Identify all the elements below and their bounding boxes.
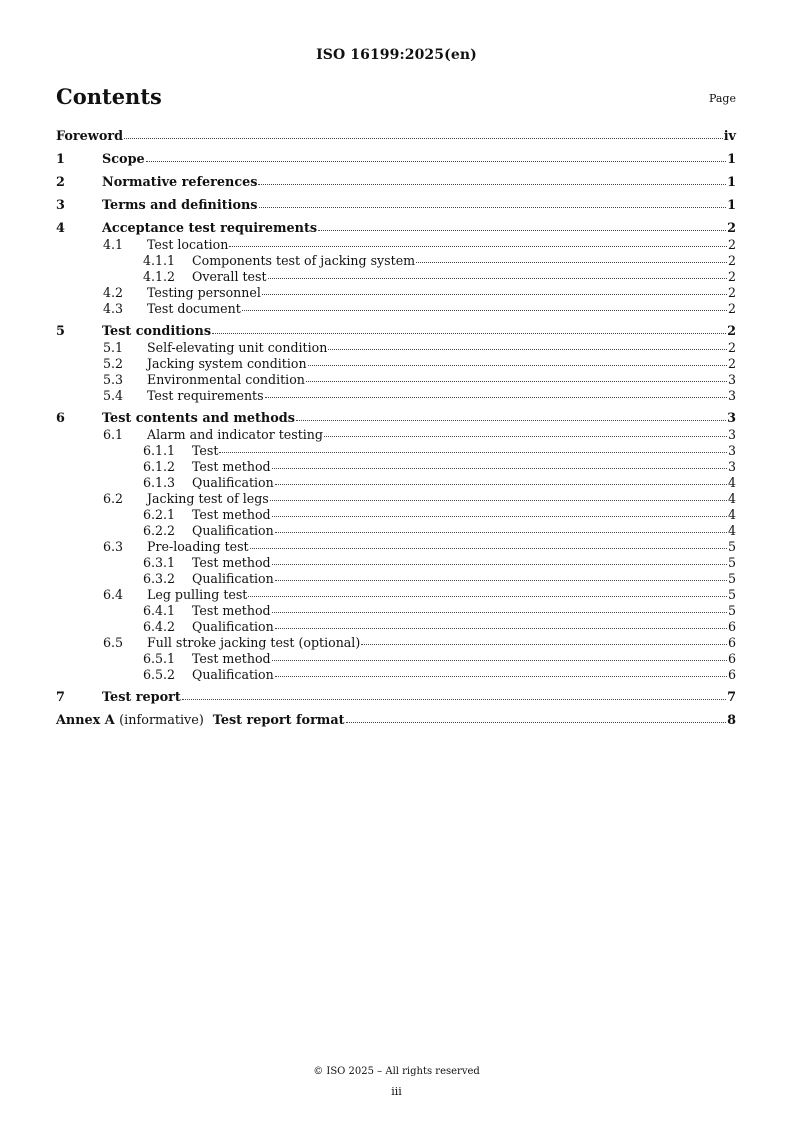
- toc-entry-number: 6.4.1: [143, 603, 176, 618]
- toc-entry-page: iv: [723, 129, 736, 144]
- toc-entry-page: 6: [727, 651, 736, 666]
- toc-entry-page: 2: [727, 285, 736, 300]
- toc-entry[interactable]: [56, 372, 736, 388]
- toc-entry-page: 3: [727, 459, 736, 474]
- toc-entry[interactable]: [56, 427, 736, 443]
- toc-entry-number: 6.5.2: [143, 667, 176, 682]
- dot-leader: [275, 676, 727, 677]
- toc-entry-label: Qualification: [192, 619, 274, 634]
- dot-leader: [212, 333, 726, 334]
- toc-entry-number: 6: [56, 411, 65, 426]
- toc-entry-page: 3: [727, 372, 736, 387]
- toc-entry[interactable]: [56, 197, 736, 214]
- toc-entry-number: 6.5: [103, 635, 124, 650]
- table-of-contents: [56, 128, 736, 729]
- toc-entry-label: Self-elevating unit condition: [147, 340, 328, 355]
- toc-entry-number: 5.3: [103, 372, 124, 387]
- toc-entry-label: Qualification: [192, 667, 274, 682]
- toc-entry-number: 6.4: [103, 587, 124, 602]
- dot-leader: [296, 420, 726, 421]
- toc-entry-number: 6.1: [103, 427, 124, 442]
- toc-entry[interactable]: [56, 619, 736, 635]
- toc-entry-number: 4: [56, 221, 65, 236]
- toc-entry-number: 2: [56, 175, 65, 190]
- toc-entry[interactable]: [56, 323, 736, 340]
- toc-entry-label: Test: [192, 443, 219, 458]
- toc-entry-page: 2: [727, 301, 736, 316]
- toc-entry-label: Test method: [192, 459, 271, 474]
- toc-entry-number: 6.3.1: [143, 555, 176, 570]
- toc-entry[interactable]: [56, 388, 736, 404]
- toc-entry-label: Pre-loading test: [147, 539, 249, 554]
- toc-entry-number: 6.3: [103, 539, 124, 554]
- toc-entry-number: 6.1.1: [143, 443, 176, 458]
- toc-entry-label: Qualification: [192, 523, 274, 538]
- toc-entry-page: 3: [727, 411, 736, 426]
- toc-entry-page: 6: [727, 619, 736, 634]
- toc-entry-label: Test method: [192, 603, 271, 618]
- toc-entry[interactable]: [56, 340, 736, 356]
- toc-entry[interactable]: [56, 475, 736, 491]
- dot-leader: [270, 500, 727, 501]
- toc-entry-page: 3: [727, 443, 736, 458]
- dot-leader: [346, 722, 727, 723]
- toc-entry-label: Leg pulling test: [147, 587, 248, 602]
- toc-entry-number: 4.1.2: [143, 269, 176, 284]
- toc-entry-page: 6: [727, 635, 736, 650]
- toc-entry-number: 6.3.2: [143, 571, 176, 586]
- dot-leader: [265, 397, 727, 398]
- toc-entry-label: Environmental condition: [147, 372, 305, 387]
- toc-entry[interactable]: [56, 220, 736, 237]
- dot-leader: [272, 612, 727, 613]
- toc-entry-number: 6.2: [103, 491, 124, 506]
- toc-entry-page: 3: [727, 427, 736, 442]
- toc-entry[interactable]: [56, 301, 736, 317]
- copyright-notice: © ISO 2025 – All rights reserved: [313, 1066, 480, 1077]
- toc-entry-page: 4: [727, 507, 736, 522]
- toc-entry-page: 2: [727, 340, 736, 355]
- toc-entry-number: 3: [56, 198, 65, 213]
- toc-entry-label: Jacking system condition: [147, 356, 307, 371]
- toc-entry-label: Alarm and indicator testing: [147, 427, 323, 442]
- page-number: iii: [391, 1085, 402, 1098]
- toc-entry[interactable]: [56, 523, 736, 539]
- dot-leader: [262, 294, 727, 295]
- toc-entry-label: Qualification: [192, 571, 274, 586]
- toc-entry-label: Terms and definitions: [102, 198, 258, 213]
- toc-entry[interactable]: [56, 571, 736, 587]
- toc-entry[interactable]: [56, 253, 736, 269]
- toc-entry-label: Test method: [192, 555, 271, 570]
- toc-entry[interactable]: [56, 285, 736, 301]
- dot-leader: [272, 468, 727, 469]
- toc-entry-page: 4: [727, 491, 736, 506]
- toc-entry-number: 6.1.3: [143, 475, 176, 490]
- toc-entry-number: 1: [56, 152, 65, 167]
- page-title: Contents: [56, 84, 162, 109]
- toc-entry-label: Test method: [192, 651, 271, 666]
- toc-entry-number: 5.4: [103, 388, 124, 403]
- toc-entry-number: 5.1: [103, 340, 124, 355]
- toc-entry-label: Full stroke jacking test (optional): [147, 635, 361, 650]
- dot-leader: [328, 349, 727, 350]
- dot-leader: [146, 161, 726, 162]
- toc-entry[interactable]: [56, 651, 736, 667]
- toc-entry[interactable]: [56, 151, 736, 168]
- toc-entry-label: Foreword: [56, 129, 124, 144]
- dot-leader: [324, 436, 727, 437]
- toc-entry-number: 4.1.1: [143, 253, 176, 268]
- dot-leader: [268, 278, 727, 279]
- toc-entry-label: Test conditions: [102, 324, 212, 339]
- dot-leader: [182, 699, 726, 700]
- toc-entry-page: 8: [727, 713, 736, 728]
- dot-leader: [259, 207, 727, 208]
- toc-entry[interactable]: [56, 269, 736, 285]
- toc-entry[interactable]: [56, 174, 736, 191]
- dot-leader: [250, 548, 727, 549]
- toc-entry-label: Jacking test of legs: [147, 491, 269, 506]
- toc-entry-label: Test contents and methods: [102, 411, 295, 426]
- dot-leader: [242, 310, 727, 311]
- toc-entry[interactable]: [56, 237, 736, 253]
- toc-entry-page: 7: [727, 690, 736, 705]
- toc-entry-page: 4: [727, 475, 736, 490]
- toc-entry-label: Scope: [102, 152, 145, 167]
- dot-leader: [272, 660, 727, 661]
- dot-leader: [272, 564, 727, 565]
- toc-entry-label: Test document: [147, 301, 241, 316]
- toc-entry[interactable]: [56, 603, 736, 619]
- dot-leader: [248, 596, 727, 597]
- dot-leader: [272, 516, 727, 517]
- toc-entry-number: 6.2.2: [143, 523, 176, 538]
- dot-leader: [306, 381, 727, 382]
- toc-entry-number: 6.2.1: [143, 507, 176, 522]
- toc-entry[interactable]: [56, 712, 736, 729]
- toc-entry-page: 5: [727, 587, 736, 602]
- toc-entry-number: 5: [56, 324, 65, 339]
- toc-entry-page: 2: [727, 324, 736, 339]
- toc-entry-number: 6.1.2: [143, 459, 176, 474]
- dot-leader: [275, 484, 727, 485]
- toc-entry[interactable]: [56, 635, 736, 651]
- document-id-header: ISO 16199:2025(en): [316, 47, 477, 63]
- dot-leader: [318, 230, 726, 231]
- annex-title: Test report format: [212, 713, 345, 728]
- toc-entry-number: 6.5.1: [143, 651, 176, 666]
- toc-entry-page: 6: [727, 667, 736, 682]
- toc-entry-label: Overall test: [192, 269, 267, 284]
- toc-entry-number: 4.1: [103, 237, 124, 252]
- toc-entry-page: 2: [727, 356, 736, 371]
- annex-designation: Annex A: [56, 713, 115, 728]
- dot-leader: [361, 644, 727, 645]
- toc-entry[interactable]: [56, 459, 736, 475]
- toc-entry[interactable]: [56, 410, 736, 427]
- toc-entry-page: 4: [727, 523, 736, 538]
- toc-entry[interactable]: [56, 507, 736, 523]
- annex-note: (informative): [119, 713, 204, 728]
- toc-entry[interactable]: [56, 443, 736, 459]
- toc-entry-page: 2: [727, 237, 736, 252]
- toc-entry-label: [56, 712, 345, 729]
- toc-entry-label: Test location: [147, 237, 229, 252]
- toc-entry-number: 7: [56, 690, 65, 705]
- dot-leader: [275, 628, 727, 629]
- toc-entry-page: 5: [727, 571, 736, 586]
- toc-entry-page: 1: [727, 175, 736, 190]
- toc-entry[interactable]: [56, 539, 736, 555]
- toc-entry-page: 2: [727, 269, 736, 284]
- toc-entry-label: Test method: [192, 507, 271, 522]
- dot-leader: [229, 246, 727, 247]
- toc-entry-label: Test requirements: [147, 388, 264, 403]
- toc-entry[interactable]: [56, 491, 736, 507]
- dot-leader: [258, 184, 726, 185]
- toc-entry-label: Testing personnel: [147, 285, 261, 300]
- toc-entry-page: 5: [727, 539, 736, 554]
- toc-entry-label: Acceptance test requirements: [102, 221, 318, 236]
- toc-entry-page: 5: [727, 555, 736, 570]
- toc-entry-label: Qualification: [192, 475, 274, 490]
- dot-leader: [275, 532, 727, 533]
- toc-entry[interactable]: [56, 667, 736, 683]
- toc-entry-number: 4.2: [103, 285, 124, 300]
- toc-entry-label: Test report: [102, 690, 181, 705]
- toc-entry-page: 2: [727, 221, 736, 236]
- toc-entry-page: 1: [727, 198, 736, 213]
- toc-entry-number: 6.4.2: [143, 619, 176, 634]
- toc-entry-page: 3: [727, 388, 736, 403]
- page-column-label: Page: [708, 92, 736, 105]
- dot-leader: [308, 365, 727, 366]
- toc-entry-page: 1: [727, 152, 736, 167]
- toc-entry-page: 5: [727, 603, 736, 618]
- toc-entry[interactable]: [56, 689, 736, 706]
- dot-leader: [275, 580, 727, 581]
- dot-leader: [219, 452, 727, 453]
- toc-entry-page: 2: [727, 253, 736, 268]
- dot-leader: [124, 138, 723, 139]
- toc-entry-label: Components test of jacking system: [192, 253, 416, 268]
- dot-leader: [416, 262, 727, 263]
- toc-entry[interactable]: [56, 555, 736, 571]
- toc-entry-number: 5.2: [103, 356, 124, 371]
- toc-entry[interactable]: [56, 356, 736, 372]
- toc-entry-number: 4.3: [103, 301, 124, 316]
- toc-entry-label: Normative references: [102, 175, 258, 190]
- toc-entry[interactable]: [56, 587, 736, 603]
- toc-entry[interactable]: [56, 128, 736, 145]
